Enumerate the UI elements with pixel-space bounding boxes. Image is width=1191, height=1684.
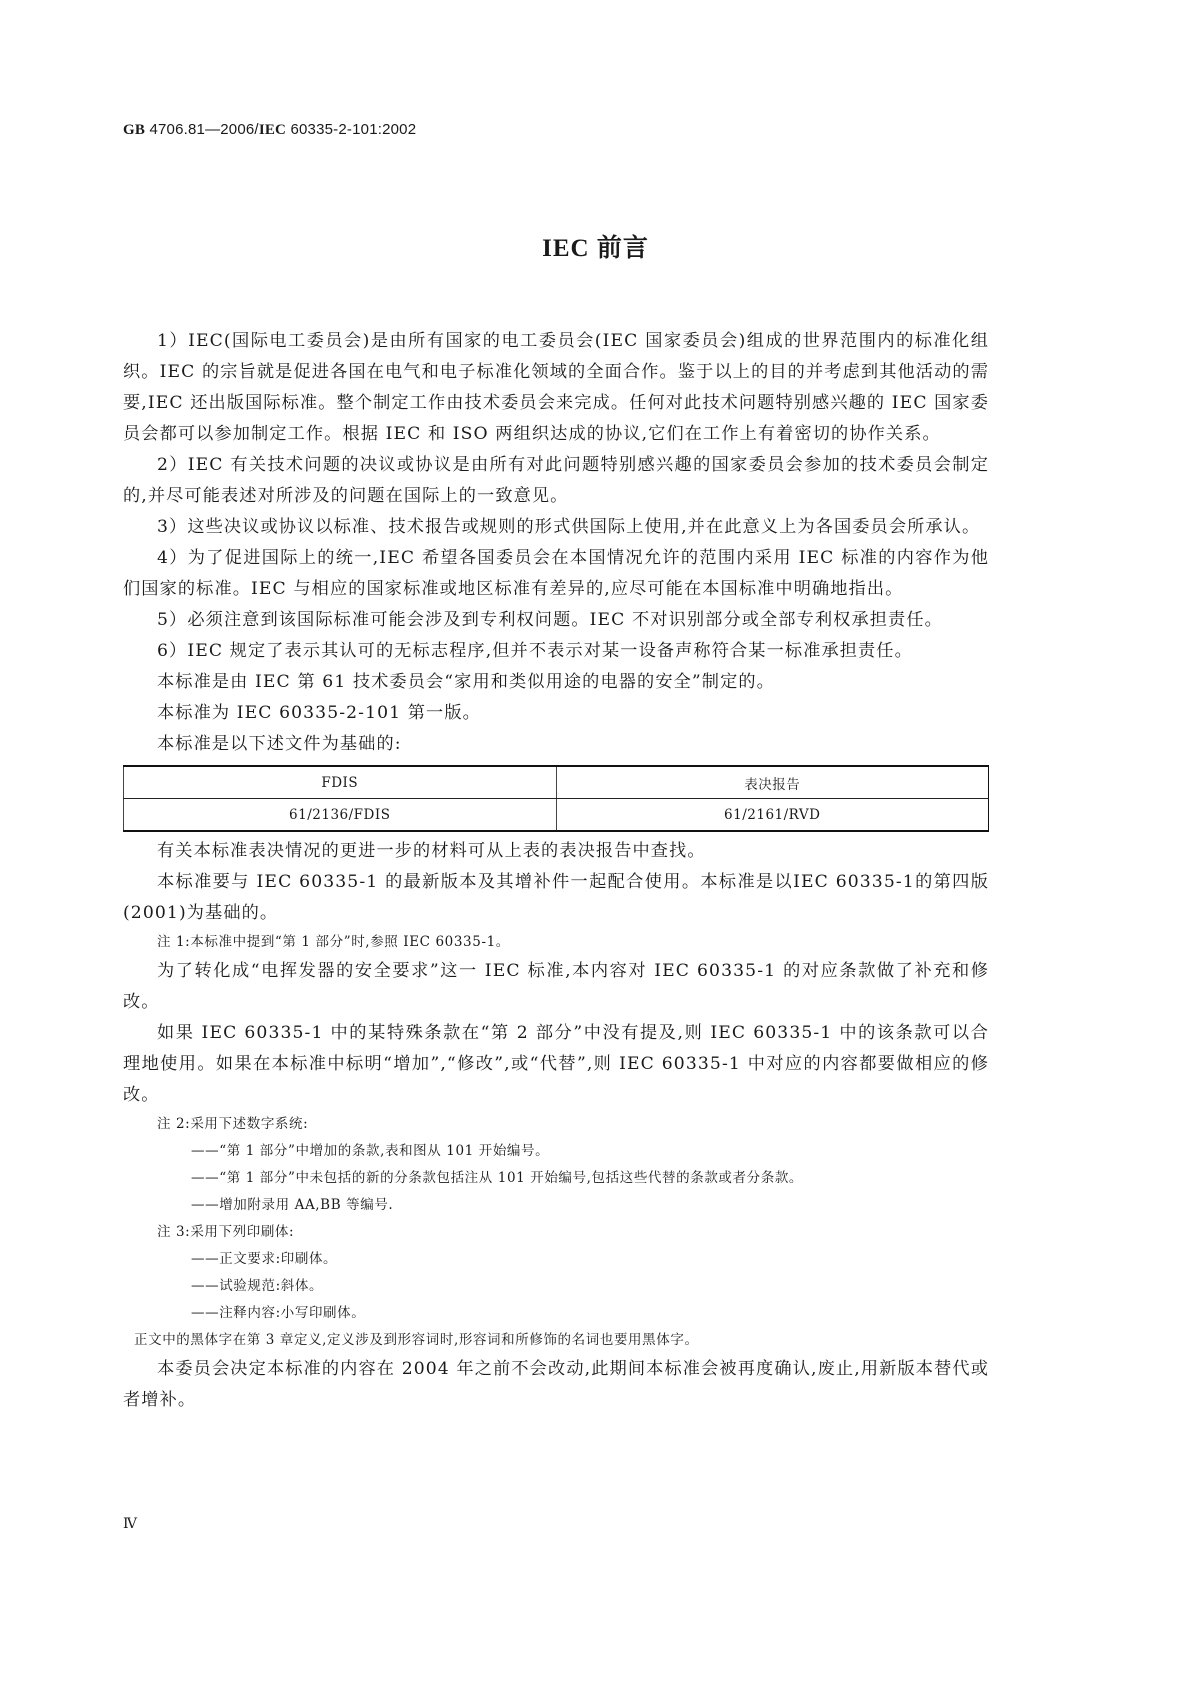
paragraph-review-date: 本委员会决定本标准的内容在 2004 年之前不会改动,此期间本标准会被再度确认,废止,用新版本替代或者增补。 [123,1359,989,1410]
note-1: 注 1:本标准中提到“第 1 部分”时,参照 IEC 60335-1。 [157,934,510,950]
table-header-fdis: FDIS [124,766,557,799]
note-2-item: ——增加附录用 AA,BB 等编号. [191,1197,394,1213]
note-3-item: ——注释内容:小写印刷体。 [191,1305,366,1321]
note-2-item: ——“第 1 部分”中增加的条款,表和图从 101 开始编号。 [191,1143,550,1159]
paragraph-special-clauses: 如果 IEC 60335-1 中的某特殊条款在“第 2 部分”中没有提及,则 IEC 60335-1 中的该条款可以合理地使用。如果在本标准中标明“增加”,“修改”,或“代替”,则 IEC 60335-1 中对应的内容都要做相应的修改。 [123,1023,989,1105]
note-3: 注 3:采用下列印刷体: [157,1224,295,1240]
note-3-item: ——正文要求:印刷体。 [191,1251,338,1267]
header-code-gb-number: 4706.81—2006/ [145,121,259,138]
paragraph-2: 2）IEC 有关技术问题的决议或协议是由所有对此问题特别感兴趣的国家委员会参加的技术委员会制定的,并尽可能表述对所涉及的问题在国际上的一致意见。 [123,455,989,506]
note-3-item: ——试验规范:斜体。 [191,1278,324,1294]
paragraph-6: 6）IEC 规定了表示其认可的无标志程序,但并不表示对某一设备声称符合某一标准承担责任。 [157,641,913,661]
paragraph-conversion: 为了转化成“电挥发器的安全要求”这一 IEC 标准,本内容对 IEC 60335-1 的对应条款做了补充和修改。 [123,961,989,1012]
running-header [123,121,416,139]
document-body [123,326,989,1416]
paragraph-1: 1）IEC(国际电工委员会)是由所有国家的电工委员会(IEC 国家委员会)组成的世界范围内的标准化组织。IEC 的宗旨就是促进各国在电气和电子标准化领域的全面合作。鉴于以上的目的并考虑到其他活动的需要,IEC 还出版国际标准。整个制定工作由技术委员会来完成。任何对此技术问题特别感兴趣的 IEC 国家委员会都可以参加制定工作。根据 IEC 和 ISO 两组织达成的协议,它们在工作上有着密切的协作关系。 [123,331,989,444]
table-header-voting-report: 表决报告 [556,766,989,799]
header-code-iec-number: 60335-2-101:2002 [286,121,417,138]
table-header-row [124,766,989,799]
paragraph-voting-info: 有关本标准表决情况的更进一步的材料可从上表的表决报告中查找。 [157,841,706,861]
paragraph-4: 4）为了促进国际上的统一,IEC 希望各国委员会在本国情况允许的范围内采用 IEC 标准的内容作为他们国家的标准。IEC 与相应的国家标准或地区标准有差异的,应尽可能在本国标准中明确地指出。 [123,548,989,599]
table-row [124,799,989,832]
header-code-iec: IEC [258,122,287,138]
note-2-item: ——“第 1 部分”中未包括的新的分条款包括注从 101 开始编号,包括这些代替的条款或者分条款。 [191,1170,804,1186]
note-2: 注 2:采用下述数字系统: [157,1116,309,1132]
paragraph-3: 3）这些决议或协议以标准、技术报告或规则的形式供国际上使用,并在此意义上为各国委员会所承认。 [157,517,981,537]
paragraph-5: 5）必须注意到该国际标准可能会涉及到专利权问题。IEC 不对识别部分或全部专利权承担责任。 [157,610,943,630]
paragraph-edition: 本标准为 IEC 60335-2-101 第一版。 [157,703,481,723]
page-title: IEC 前言 [542,235,649,262]
paragraph-basis-intro: 本标准是以下述文件为基础的: [157,734,402,754]
paragraph-committee: 本标准是由 IEC 第 61 技术委员会“家用和类似用途的电器的安全”制定的。 [157,672,775,692]
table-cell-fdis: 61/2136/FDIS [124,799,557,832]
table-cell-rvd: 61/2161/RVD [556,799,989,832]
bold-terms-note: 正文中的黑体字在第 3 章定义,定义涉及到形容词时,形容词和所修饰的名词也要用黑体字。 [134,1332,699,1348]
basis-documents-table [123,765,989,832]
header-code-gb: GB [123,122,146,138]
paragraph-use-with-part1: 本标准要与 IEC 60335-1 的最新版本及其增补件一起配合使用。本标准是以IEC 60335-1的第四版(2001)为基础的。 [123,872,989,923]
page-number: Ⅳ [123,1517,137,1532]
